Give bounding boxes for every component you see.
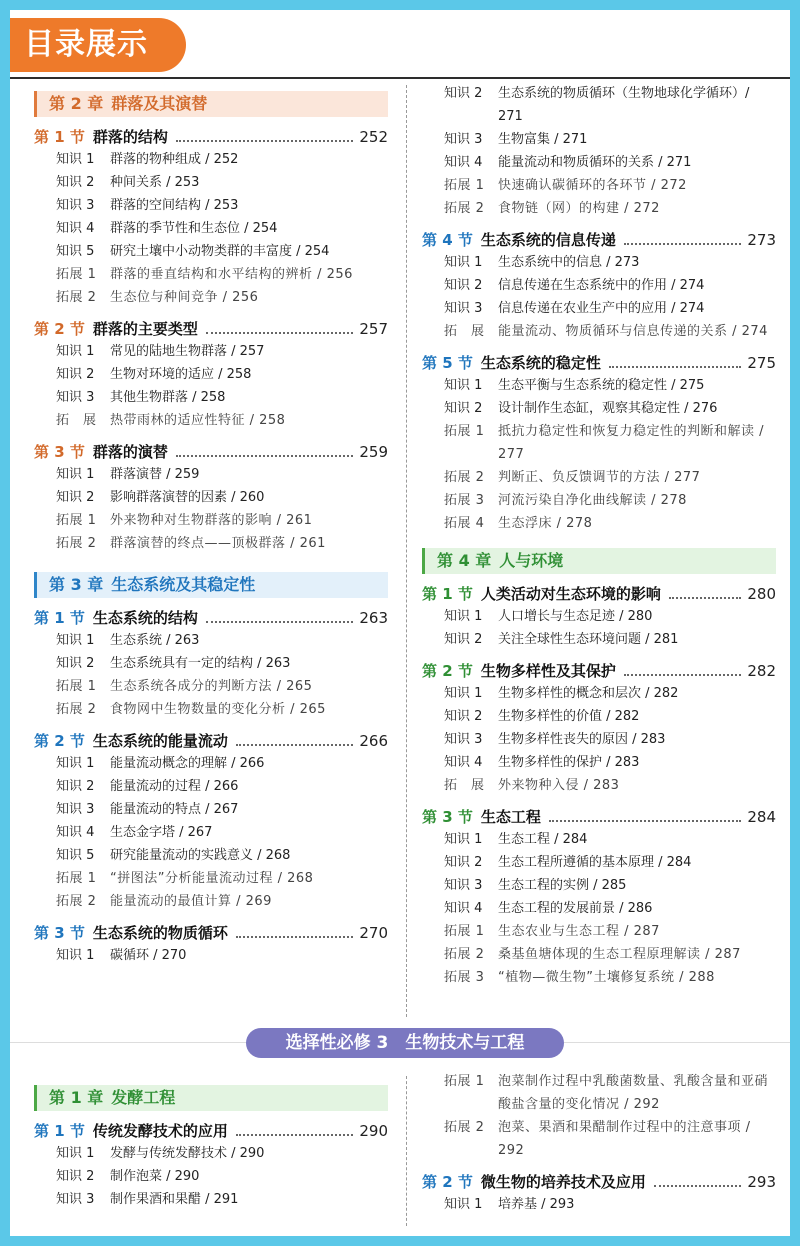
item-label: 知识 1 — [56, 1146, 95, 1161]
item-text: “拼图法”分析能量流动过程 / 268 — [110, 871, 314, 886]
section-heading[interactable] — [34, 318, 388, 340]
item-text: 关注全球性生态环境问题 / 281 — [498, 632, 679, 647]
section-title: 群落的结构 — [92, 128, 168, 146]
item-label: 拓展 2 — [444, 470, 485, 485]
chapter-number: 第 2 章 — [49, 94, 104, 113]
dot-leader — [236, 744, 353, 746]
left-column — [34, 86, 388, 967]
section-heading[interactable] — [422, 1171, 776, 1193]
item-label: 拓展 1 — [56, 267, 97, 282]
section-page-number: 290 — [359, 1122, 388, 1140]
item-text: 生物多样性丧失的原因 / 283 — [498, 732, 666, 747]
item-label: 拓展 2 — [444, 1120, 485, 1135]
section-page-number: 257 — [359, 320, 388, 338]
item-label: 知识 3 — [56, 390, 95, 405]
section-title: 生态系统的稳定性 — [480, 354, 601, 372]
knowledge-item — [422, 1193, 776, 1216]
item-label: 拓展 2 — [56, 536, 97, 551]
section-page-number: 252 — [359, 128, 388, 146]
item-text: 生态浮床 / 278 — [498, 516, 593, 531]
item-label: 知识 3 — [444, 301, 483, 316]
right-column — [422, 82, 776, 989]
item-text: 外来物种对生物群落的影响 / 261 — [110, 513, 313, 528]
knowledge-item — [34, 171, 388, 194]
section-title: 生态系统的物质循环 — [92, 924, 228, 942]
chapter-3-heading — [34, 572, 388, 598]
chapter-title: 群落及其演替 — [111, 94, 208, 113]
item-text: 生态位与种间竞争 / 256 — [110, 290, 259, 305]
dot-leader — [654, 1185, 741, 1187]
dot-leader — [236, 936, 353, 938]
section-page-number: 282 — [747, 662, 776, 680]
extension-item — [34, 698, 388, 721]
item-label: 知识 2 — [56, 367, 95, 382]
item-label: 知识 2 — [444, 855, 483, 870]
item-text: 泡菜、果酒和果醋制作过程中的注意事项 / 292 — [498, 1120, 751, 1158]
item-text: 生物多样性的价值 / 282 — [498, 709, 640, 724]
section-number: 第 5 节 — [422, 354, 473, 372]
dot-leader — [609, 366, 741, 368]
section-page-number: 275 — [747, 354, 776, 372]
section-title: 群落的主要类型 — [92, 320, 198, 338]
item-text: 桑基鱼塘体现的生态工程原理解读 / 287 — [498, 947, 741, 962]
item-label: 知识 5 — [56, 244, 95, 259]
section-number: 第 4 节 — [422, 231, 473, 249]
item-text: 河流污染自净化曲线解读 / 278 — [498, 493, 687, 508]
item-text: 群落演替 / 259 — [110, 467, 200, 482]
item-label: 拓展 1 — [444, 1074, 485, 1089]
item-text: 能量流动的过程 / 266 — [110, 779, 239, 794]
spacer — [34, 555, 388, 567]
item-text: 生态工程 / 284 — [498, 832, 588, 847]
item-label: 知识 2 — [56, 656, 95, 671]
item-text: 其他生物群落 / 258 — [110, 390, 226, 405]
item-text: 研究土壤中小动物类群的丰富度 / 254 — [110, 244, 330, 259]
item-label: 知识 5 — [56, 848, 95, 863]
section-number: 第 3 节 — [34, 924, 85, 942]
item-label: 知识 1 — [56, 633, 95, 648]
section-heading[interactable] — [422, 806, 776, 828]
item-text: 制作果酒和果醋 / 291 — [110, 1192, 239, 1207]
section-number: 第 1 节 — [422, 585, 473, 603]
item-text: 食物网中生物数量的变化分析 / 265 — [110, 702, 326, 717]
dot-leader — [176, 455, 353, 457]
item-text: 热带雨林的适应性特征 / 258 — [110, 413, 286, 428]
item-label: 知识 3 — [444, 732, 483, 747]
knowledge-item — [34, 386, 388, 409]
knowledge-item — [422, 874, 776, 897]
item-label: 知识 4 — [56, 825, 95, 840]
item-label: 知识 2 — [444, 86, 483, 101]
spacer — [422, 535, 776, 543]
module-title-pill: 选择性必修 3 生物技术与工程 — [246, 1028, 564, 1058]
item-label: 拓展 3 — [444, 970, 485, 985]
extension-item — [422, 1070, 776, 1116]
extension-item — [422, 174, 776, 197]
item-text: 外来物种入侵 / 283 — [498, 778, 620, 793]
item-label: 拓展 3 — [444, 493, 485, 508]
knowledge-item — [34, 463, 388, 486]
knowledge-item — [422, 705, 776, 728]
knowledge-item — [34, 1142, 388, 1165]
chapter-number: 第 1 章 — [49, 1088, 104, 1107]
dot-leader — [236, 1134, 353, 1136]
item-text: 群落的空间结构 / 253 — [110, 198, 239, 213]
item-label: 知识 1 — [56, 344, 95, 359]
item-label: 拓展 2 — [56, 894, 97, 909]
item-label: 知识 1 — [444, 378, 483, 393]
item-text: 信息传递在农业生产中的应用 / 274 — [498, 301, 705, 316]
section-heading[interactable] — [422, 352, 776, 374]
section-title: 生态系统的信息传递 — [480, 231, 616, 249]
chapter-number: 第 4 章 — [437, 551, 492, 570]
item-label: 知识 1 — [444, 686, 483, 701]
item-text: 判断正、负反馈调节的方法 / 277 — [498, 470, 701, 485]
section-page-number: 266 — [359, 732, 388, 750]
item-label: 知识 2 — [444, 632, 483, 647]
bottom-right-column — [422, 1070, 776, 1216]
section-number: 第 1 节 — [34, 128, 85, 146]
item-text: 群落的垂直结构和水平结构的辨析 / 256 — [110, 267, 353, 282]
item-label: 拓展 1 — [444, 924, 485, 939]
extension-item — [422, 1116, 776, 1162]
item-label: 知识 1 — [444, 255, 483, 270]
knowledge-item — [34, 486, 388, 509]
item-label: 知识 4 — [444, 901, 483, 916]
extension-item — [34, 890, 388, 913]
extension-item — [422, 489, 776, 512]
item-label: 拓展 2 — [444, 947, 485, 962]
knowledge-item — [34, 240, 388, 263]
item-text: 碳循环 / 270 — [110, 948, 187, 963]
item-text: 快速确认碳循环的各环节 / 272 — [498, 178, 687, 193]
knowledge-item — [34, 340, 388, 363]
item-text: 抵抗力稳定性和恢复力稳定性的判断和解读 / 277 — [498, 424, 765, 462]
item-text: 能量流动概念的理解 / 266 — [110, 756, 265, 771]
knowledge-item — [422, 897, 776, 920]
section-number: 第 2 节 — [34, 320, 85, 338]
section-title: 传统发酵技术的应用 — [92, 1122, 228, 1140]
column-divider-top — [406, 85, 407, 1017]
item-label: 拓 展 — [444, 324, 485, 339]
item-text: 生物多样性的概念和层次 / 282 — [498, 686, 679, 701]
knowledge-item — [34, 148, 388, 171]
item-text: 生态工程的实例 / 285 — [498, 878, 627, 893]
extension-item — [34, 409, 388, 432]
item-text: 常见的陆地生物群落 / 257 — [110, 344, 265, 359]
knowledge-item — [34, 821, 388, 844]
item-text: 能量流动的特点 / 267 — [110, 802, 239, 817]
item-label: 拓展 1 — [444, 178, 485, 193]
section-page-number: 263 — [359, 609, 388, 627]
item-label: 拓展 1 — [56, 871, 97, 886]
extension-item — [422, 920, 776, 943]
section-number: 第 1 节 — [34, 609, 85, 627]
page-banner: 目录展示 — [10, 18, 186, 72]
section-heading[interactable] — [34, 922, 388, 944]
knowledge-item — [422, 728, 776, 751]
item-label: 拓展 1 — [56, 679, 97, 694]
item-label: 知识 2 — [56, 490, 95, 505]
item-label: 拓展 2 — [56, 290, 97, 305]
dot-leader — [206, 621, 353, 623]
item-text: 生态工程所遵循的基本原理 / 284 — [498, 855, 692, 870]
section-heading[interactable] — [422, 660, 776, 682]
item-label: 知识 2 — [444, 401, 483, 416]
item-label: 知识 3 — [56, 802, 95, 817]
item-text: 生物对环境的适应 / 258 — [110, 367, 252, 382]
knowledge-item — [34, 217, 388, 240]
chapter-title: 生态系统及其稳定性 — [111, 575, 256, 594]
section-title: 生态系统的结构 — [92, 609, 198, 627]
extension-item — [34, 263, 388, 286]
item-text: 生态系统的物质循环（生物地球化学循环）/ 271 — [498, 86, 750, 124]
bottom-left-column — [34, 1080, 388, 1211]
item-text: 影响群落演替的因素 / 260 — [110, 490, 265, 505]
page — [10, 10, 790, 1236]
extension-item — [34, 867, 388, 890]
section-page-number: 273 — [747, 231, 776, 249]
dot-leader — [624, 674, 741, 676]
item-label: 知识 4 — [56, 221, 95, 236]
item-label: 知识 3 — [56, 1192, 95, 1207]
item-text: 发酵与传统发酵技术 / 290 — [110, 1146, 265, 1161]
item-text: “植物—微生物”土壤修复系统 / 288 — [498, 970, 715, 985]
item-label: 知识 2 — [56, 779, 95, 794]
knowledge-item — [34, 652, 388, 675]
chapter-4-heading — [422, 548, 776, 574]
item-text: 能量流动的最值计算 / 269 — [110, 894, 272, 909]
chapter-title: 人与环境 — [499, 551, 564, 570]
knowledge-item — [422, 128, 776, 151]
item-text: 生物富集 / 271 — [498, 132, 588, 147]
dot-leader — [549, 820, 741, 822]
item-text: 生物多样性的保护 / 283 — [498, 755, 640, 770]
knowledge-item — [422, 851, 776, 874]
section-title: 生物多样性及其保护 — [480, 662, 616, 680]
item-label: 知识 3 — [444, 878, 483, 893]
item-label: 知识 2 — [56, 1169, 95, 1184]
section-title: 生态系统的能量流动 — [92, 732, 228, 750]
extension-item — [422, 943, 776, 966]
knowledge-item — [422, 828, 776, 851]
item-label: 拓 展 — [56, 413, 97, 428]
item-label: 知识 2 — [444, 278, 483, 293]
item-label: 知识 1 — [444, 1197, 483, 1212]
section-number: 第 3 节 — [34, 443, 85, 461]
item-label: 拓展 2 — [444, 201, 485, 216]
fermentation-chapter-heading — [34, 1085, 388, 1111]
section-page-number: 280 — [747, 585, 776, 603]
item-text: 种间关系 / 253 — [110, 175, 200, 190]
item-label: 拓展 1 — [444, 424, 485, 439]
item-label: 知识 1 — [56, 152, 95, 167]
extension-item — [422, 512, 776, 535]
section-title: 生态工程 — [480, 808, 541, 826]
item-label: 拓展 4 — [444, 516, 485, 531]
item-text: 食物链（网）的构建 / 272 — [498, 201, 660, 216]
knowledge-item — [422, 274, 776, 297]
item-text: 生态金字塔 / 267 — [110, 825, 213, 840]
section-heading[interactable] — [422, 583, 776, 605]
knowledge-item — [422, 82, 776, 128]
item-text: 泡菜制作过程中乳酸菌数量、乳酸含量和亚硝酸盐含量的变化情况 / 292 — [498, 1074, 769, 1112]
knowledge-item — [422, 297, 776, 320]
knowledge-item — [34, 752, 388, 775]
knowledge-item — [34, 1188, 388, 1211]
item-text: 人口增长与生态足迹 / 280 — [498, 609, 653, 624]
item-text: 生态农业与生态工程 / 287 — [498, 924, 660, 939]
item-label: 知识 4 — [444, 755, 483, 770]
extension-item — [34, 675, 388, 698]
item-text: 群落的物种组成 / 252 — [110, 152, 239, 167]
section-heading[interactable] — [422, 229, 776, 251]
extension-item — [34, 532, 388, 555]
item-text: 生态工程的发展前景 / 286 — [498, 901, 653, 916]
chapter-title: 发酵工程 — [111, 1088, 176, 1107]
section-number: 第 3 节 — [422, 808, 473, 826]
section-number: 第 2 节 — [422, 662, 473, 680]
knowledge-item — [422, 374, 776, 397]
column-divider-bottom — [406, 1076, 407, 1226]
item-label: 知识 1 — [56, 756, 95, 771]
section-title: 群落的演替 — [92, 443, 168, 461]
chapter-number: 第 3 章 — [49, 575, 104, 594]
extension-item — [34, 286, 388, 309]
knowledge-item — [34, 194, 388, 217]
item-text: 群落演替的终点——顶极群落 / 261 — [110, 536, 326, 551]
section-number: 第 2 节 — [34, 732, 85, 750]
item-text: 培养基 / 293 — [498, 1197, 575, 1212]
knowledge-item — [422, 682, 776, 705]
section-heading[interactable] — [34, 730, 388, 752]
item-label: 知识 1 — [444, 832, 483, 847]
item-text: 能量流动和物质循环的关系 / 271 — [498, 155, 692, 170]
item-text: 研究能量流动的实践意义 / 268 — [110, 848, 291, 863]
dot-leader — [206, 332, 353, 334]
section-page-number: 270 — [359, 924, 388, 942]
dot-leader — [624, 243, 741, 245]
item-text: 生态平衡与生态系统的稳定性 / 275 — [498, 378, 705, 393]
extension-item — [422, 966, 776, 989]
extension-item — [422, 320, 776, 343]
section-title: 人类活动对生态环境的影响 — [480, 585, 661, 603]
section-heading[interactable] — [34, 1120, 388, 1142]
knowledge-item — [422, 628, 776, 651]
section-page-number: 284 — [747, 808, 776, 826]
section-title: 微生物的培养技术及应用 — [480, 1173, 646, 1191]
item-label: 知识 3 — [444, 132, 483, 147]
item-text: 设计制作生态缸，观察其稳定性 / 276 — [498, 401, 718, 416]
item-label: 拓 展 — [444, 778, 485, 793]
section-heading[interactable] — [34, 607, 388, 629]
extension-item — [422, 466, 776, 489]
item-label: 知识 2 — [444, 709, 483, 724]
knowledge-item — [34, 1165, 388, 1188]
knowledge-item — [422, 605, 776, 628]
knowledge-item — [422, 151, 776, 174]
item-text: 生态系统各成分的判断方法 / 265 — [110, 679, 313, 694]
knowledge-item — [422, 397, 776, 420]
knowledge-item — [34, 629, 388, 652]
section-number: 第 2 节 — [422, 1173, 473, 1191]
knowledge-item — [422, 251, 776, 274]
extension-item — [422, 197, 776, 220]
header-rule — [10, 77, 790, 79]
section-number: 第 1 节 — [34, 1122, 85, 1140]
knowledge-item — [34, 775, 388, 798]
item-label: 拓展 1 — [56, 513, 97, 528]
item-label: 知识 1 — [56, 467, 95, 482]
item-label: 知识 4 — [444, 155, 483, 170]
section-page-number: 259 — [359, 443, 388, 461]
knowledge-item — [34, 798, 388, 821]
item-text: 生态系统 / 263 — [110, 633, 200, 648]
knowledge-item — [34, 844, 388, 867]
item-text: 能量流动、物质循环与信息传递的关系 / 274 — [498, 324, 768, 339]
item-text: 生态系统具有一定的结构 / 263 — [110, 656, 291, 671]
section-page-number: 293 — [747, 1173, 776, 1191]
knowledge-item — [34, 363, 388, 386]
extension-item — [422, 420, 776, 466]
item-label: 知识 1 — [444, 609, 483, 624]
item-label: 拓展 2 — [56, 702, 97, 717]
knowledge-item — [422, 751, 776, 774]
extension-item — [422, 774, 776, 797]
knowledge-item — [34, 944, 388, 967]
dot-leader — [176, 140, 353, 142]
section-heading[interactable] — [34, 441, 388, 463]
chapter-2-heading — [34, 91, 388, 117]
item-text: 群落的季节性和生态位 / 254 — [110, 221, 278, 236]
section-heading[interactable] — [34, 126, 388, 148]
item-label: 知识 1 — [56, 948, 95, 963]
extension-item — [34, 509, 388, 532]
item-label: 知识 3 — [56, 198, 95, 213]
item-label: 知识 2 — [56, 175, 95, 190]
item-text: 制作泡菜 / 290 — [110, 1169, 200, 1184]
item-text: 信息传递在生态系统中的作用 / 274 — [498, 278, 705, 293]
item-text: 生态系统中的信息 / 273 — [498, 255, 640, 270]
dot-leader — [669, 597, 741, 599]
